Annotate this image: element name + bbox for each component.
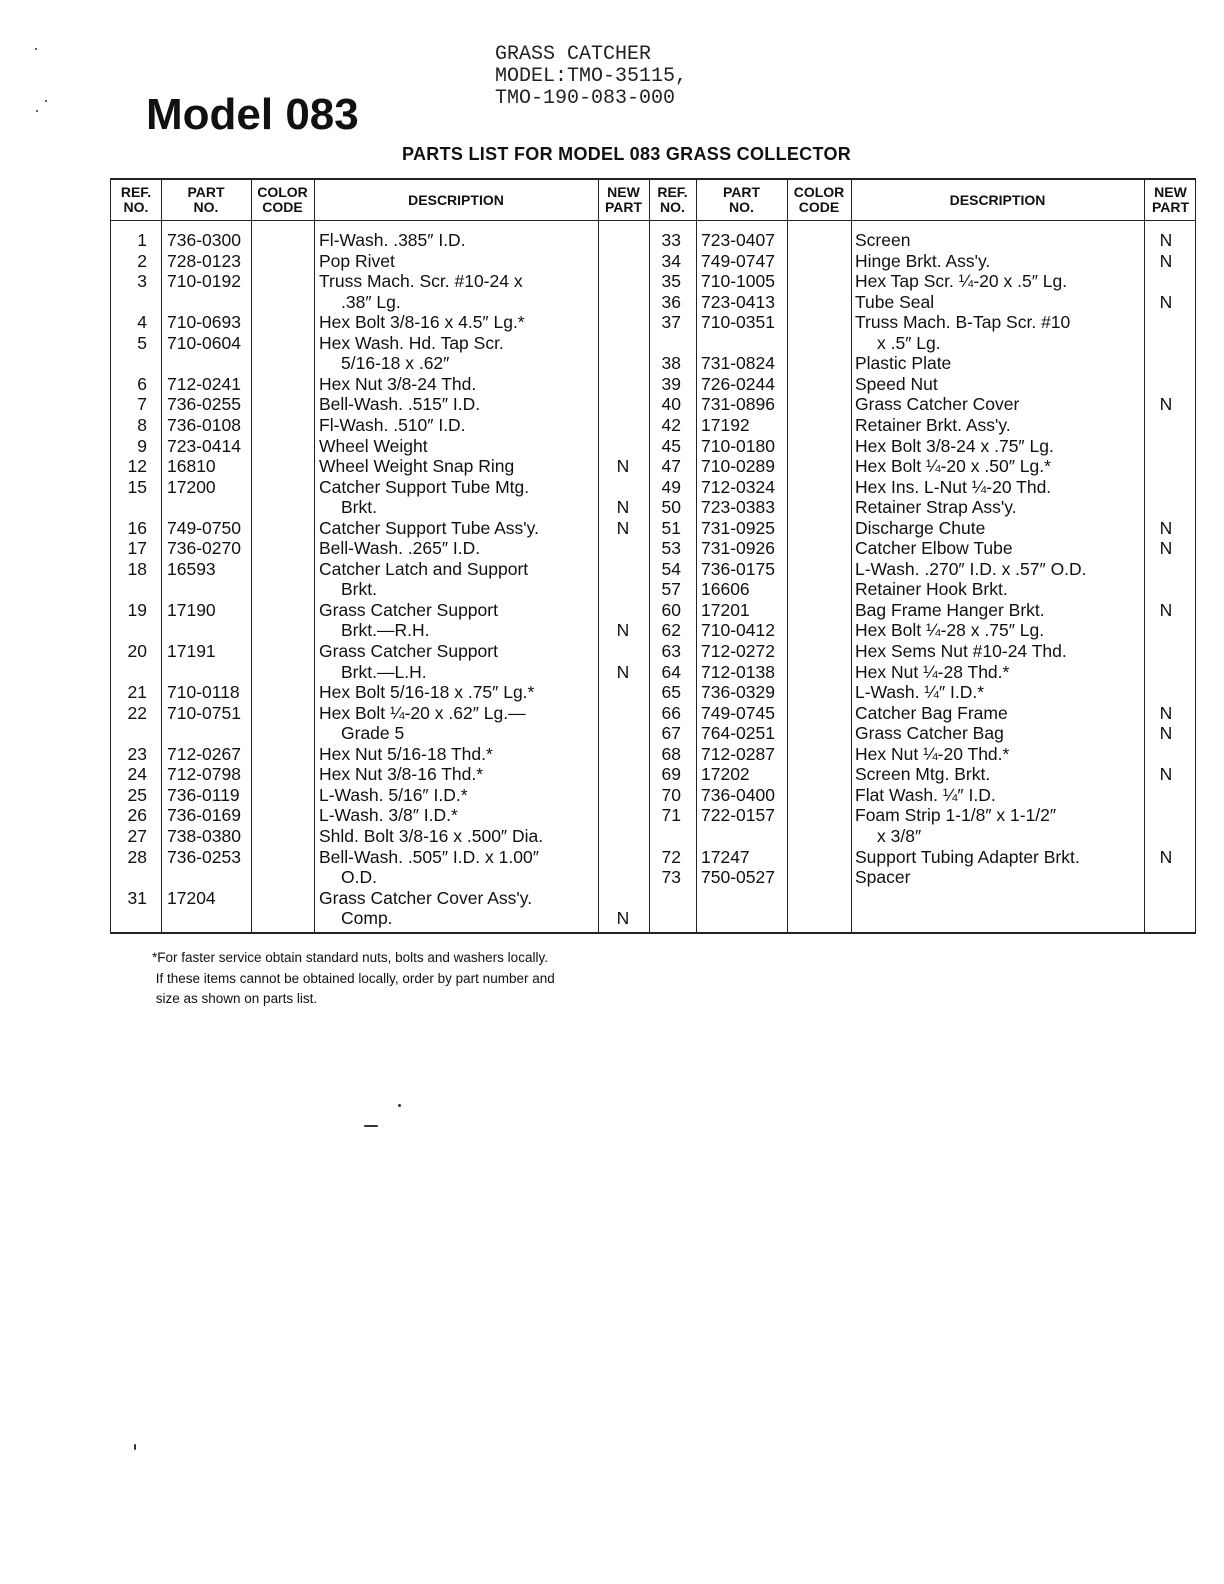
ref-no: 69 xyxy=(661,764,681,785)
part-no: 723-0414 xyxy=(167,435,241,456)
table-row xyxy=(111,436,1195,457)
ref-no: 2 xyxy=(137,250,147,271)
table-row xyxy=(111,394,1195,415)
description: Brkt.—L.H. xyxy=(341,661,427,682)
ref-no: 65 xyxy=(661,682,681,703)
ref-no: 15 xyxy=(127,476,147,497)
model-title: Model 083 xyxy=(146,90,359,139)
col-header-ref: REF. NO. xyxy=(657,184,688,215)
description: Hex Sems Nut #10-24 Thd. xyxy=(855,641,1067,661)
part-no: 712-0241 xyxy=(167,373,241,394)
part-no: 17202 xyxy=(701,764,750,785)
scan-speck xyxy=(134,1444,136,1450)
part-no: 723-0407 xyxy=(701,230,775,250)
part-no: 736-0108 xyxy=(167,414,241,435)
part-no: 749-0750 xyxy=(167,517,241,538)
header-line-1: GRASS CATCHER xyxy=(495,43,652,66)
new-part-flag: N xyxy=(1159,230,1173,250)
description: Grass Catcher Cover Ass'y. xyxy=(319,887,533,908)
part-no: 712-0798 xyxy=(167,764,241,785)
ref-no: 19 xyxy=(127,599,147,620)
description: 5/16-18 x .62″ xyxy=(341,353,450,374)
part-no: 723-0413 xyxy=(701,291,775,312)
new-part-flag: N xyxy=(1159,846,1173,867)
description: Shld. Bolt 3/8-16 x .500″ Dia. xyxy=(319,825,544,846)
part-no: 738-0380 xyxy=(167,825,241,846)
ref-no: 50 xyxy=(661,497,681,518)
description: Grade 5 xyxy=(341,723,405,744)
ref-no: 54 xyxy=(661,558,681,579)
description: Grass Catcher Bag xyxy=(855,723,1004,744)
part-no: 736-0300 xyxy=(167,230,241,250)
description: Catcher Support Tube Ass'y. xyxy=(319,517,539,538)
part-no: 17201 xyxy=(701,599,750,620)
col-header-ref: REF. NO. xyxy=(120,184,152,215)
ref-no: 26 xyxy=(127,805,147,826)
description: Hex Nut ¼-28 Thd.* xyxy=(855,661,1010,682)
header-line-2: MODEL:TMO-35115, xyxy=(495,65,688,88)
new-part-flag: N xyxy=(616,456,630,477)
part-no: 16606 xyxy=(701,579,750,600)
part-no: 736-0400 xyxy=(701,784,775,805)
col-header-color: COLOR CODE xyxy=(257,184,308,215)
description: .38″ Lg. xyxy=(341,291,401,312)
ref-no: 34 xyxy=(661,250,681,271)
ref-no: 57 xyxy=(661,579,681,600)
footnote xyxy=(152,948,555,1010)
description: L-Wash. .270″ I.D. x .57″ O.D. xyxy=(855,558,1087,579)
part-no: 749-0745 xyxy=(701,702,775,723)
part-no: 712-0138 xyxy=(701,661,775,682)
ref-no: 40 xyxy=(661,394,681,415)
table-row xyxy=(111,600,1195,621)
ref-no: 3 xyxy=(137,271,147,292)
table-row xyxy=(111,292,1195,313)
part-no: 712-0267 xyxy=(167,743,241,764)
footnote-line-1: *For faster service obtain standard nuts, bolts and washers locally. xyxy=(152,950,548,965)
description: Hex Bolt ¼-20 x .50″ Lg.* xyxy=(855,456,1051,477)
ref-no: 47 xyxy=(661,456,681,477)
new-part-flag: N xyxy=(1159,702,1173,723)
ref-no: 22 xyxy=(127,702,147,723)
table-row xyxy=(111,785,1195,806)
header-rule xyxy=(111,220,1195,221)
description: Fl-Wash. .510″ I.D. xyxy=(319,414,466,435)
part-no: 736-0253 xyxy=(167,846,241,867)
part-no: 736-0270 xyxy=(167,538,241,559)
new-part-flag: N xyxy=(1159,538,1173,559)
ref-no: 16 xyxy=(127,517,147,538)
description: Hex Nut 3/8-16 Thd.* xyxy=(319,764,484,785)
part-no: 17190 xyxy=(167,599,216,620)
table-row xyxy=(111,559,1195,580)
description: L-Wash. ¼″ I.D.* xyxy=(855,682,985,703)
table-row xyxy=(111,271,1195,292)
description: Truss Mach. Scr. #10-24 x xyxy=(319,271,523,292)
description: Foam Strip 1-1/8″ x 1-1/2″ xyxy=(855,805,1057,826)
scan-speck xyxy=(398,1104,401,1107)
ref-no: 68 xyxy=(661,743,681,764)
table-row xyxy=(111,723,1195,744)
table-row xyxy=(111,538,1195,559)
ref-no: 64 xyxy=(661,661,681,682)
table-row xyxy=(111,847,1195,868)
description: Hex Bolt ¼-28 x .75″ Lg. xyxy=(855,620,1045,641)
description: Catcher Bag Frame xyxy=(855,702,1008,723)
ref-no: 25 xyxy=(127,784,147,805)
table-row xyxy=(111,703,1195,724)
scan-speck xyxy=(35,48,37,50)
new-part-flag: N xyxy=(616,497,630,518)
description: Hinge Brkt. Ass'y. xyxy=(855,250,991,271)
description: Bell-Wash. .265″ I.D. xyxy=(319,538,481,559)
ref-no: 67 xyxy=(661,723,681,744)
new-part-flag: N xyxy=(1159,517,1173,538)
new-part-flag: N xyxy=(616,620,630,641)
new-part-flag: N xyxy=(1159,764,1173,785)
ref-no: 18 xyxy=(127,558,147,579)
col-header-part: PART NO. xyxy=(187,184,225,215)
header-typed-block xyxy=(495,44,687,110)
table-row xyxy=(111,620,1195,641)
part-no: 710-0180 xyxy=(701,435,775,456)
part-no: 736-0175 xyxy=(701,558,775,579)
description: Bell-Wash. .505″ I.D. x 1.00″ xyxy=(319,846,539,867)
description: Screen xyxy=(855,230,911,250)
ref-no: 71 xyxy=(661,805,681,826)
description: Bell-Wash. .515″ I.D. xyxy=(319,394,481,415)
new-part-flag: N xyxy=(1159,394,1173,415)
description: L-Wash. 3/8″ I.D.* xyxy=(319,805,458,826)
description: L-Wash. 5/16″ I.D.* xyxy=(319,784,468,805)
description: Brkt.—R.H. xyxy=(341,620,430,641)
table-row xyxy=(111,518,1195,539)
ref-no: 7 xyxy=(137,394,147,415)
scan-speck xyxy=(45,100,47,102)
description: Catcher Elbow Tube xyxy=(855,538,1013,559)
ref-no: 70 xyxy=(661,784,681,805)
ref-no: 35 xyxy=(661,271,681,292)
description: Grass Catcher Cover xyxy=(855,394,1020,415)
ref-no: 4 xyxy=(137,312,147,333)
ref-no: 33 xyxy=(661,230,681,250)
description: Retainer Strap Ass'y. xyxy=(855,497,1017,518)
table-row xyxy=(111,374,1195,395)
new-part-flag: N xyxy=(1159,599,1173,620)
table-row xyxy=(111,826,1195,847)
description: Wheel Weight Snap Ring xyxy=(319,456,515,477)
scan-speck xyxy=(364,1125,378,1127)
part-no: 17247 xyxy=(701,846,750,867)
description: Brkt. xyxy=(341,579,377,600)
part-no: 722-0157 xyxy=(701,805,775,826)
description: Screen Mtg. Brkt. xyxy=(855,764,991,785)
table-row xyxy=(111,456,1195,477)
part-no: 736-0329 xyxy=(701,682,775,703)
table-row xyxy=(111,579,1195,600)
description: Spacer xyxy=(855,867,911,888)
ref-no: 6 xyxy=(137,373,147,394)
ref-no: 28 xyxy=(127,846,147,867)
description: Brkt. xyxy=(341,497,377,518)
description: Plastic Plate xyxy=(855,353,952,374)
col-header-description: DESCRIPTION xyxy=(408,191,504,208)
header-line-3: TMO-190-083-000 xyxy=(495,87,676,110)
ref-no: 45 xyxy=(661,435,681,456)
col-header-color: COLOR CODE xyxy=(793,184,845,215)
part-no: 710-0289 xyxy=(701,456,775,477)
col-header-new: NEW PART xyxy=(1151,184,1190,215)
table-row xyxy=(111,415,1195,436)
table-row xyxy=(111,805,1195,826)
part-no: 750-0527 xyxy=(701,867,775,888)
part-no: 710-0412 xyxy=(701,620,775,641)
part-no: 710-0693 xyxy=(167,312,241,333)
part-no: 17191 xyxy=(167,641,216,661)
description: Hex Ins. L-Nut ¼-20 Thd. xyxy=(855,476,1052,497)
ref-no: 9 xyxy=(137,435,147,456)
table-row xyxy=(111,662,1195,683)
part-no: 710-0604 xyxy=(167,332,241,353)
description: Hex Bolt 3/8-16 x 4.5″ Lg.* xyxy=(319,312,525,333)
part-no: 726-0244 xyxy=(701,373,775,394)
ref-no: 60 xyxy=(661,599,681,620)
ref-no: 53 xyxy=(661,538,681,559)
ref-no: 42 xyxy=(661,414,681,435)
description: Hex Bolt 3/8-24 x .75″ Lg. xyxy=(855,435,1054,456)
new-part-flag: N xyxy=(1159,250,1173,271)
ref-no: 66 xyxy=(661,702,681,723)
description: O.D. xyxy=(341,867,377,888)
part-no: 712-0272 xyxy=(701,641,775,661)
parts-list-title: PARTS LIST FOR MODEL 083 GRASS COLLECTOR xyxy=(402,144,852,164)
description: Hex Bolt ¼-20 x .62″ Lg.— xyxy=(319,702,526,723)
ref-no: 49 xyxy=(661,476,681,497)
ref-no: 1 xyxy=(137,230,147,250)
table-row xyxy=(111,744,1195,765)
part-no: 764-0251 xyxy=(701,723,775,744)
ref-no: 31 xyxy=(127,887,147,908)
ref-no: 20 xyxy=(127,641,147,661)
footnote-line-3: size as shown on parts list. xyxy=(152,991,318,1006)
part-no: 736-0255 xyxy=(167,394,241,415)
part-no: 710-0192 xyxy=(167,271,241,292)
ref-no: 37 xyxy=(661,312,681,333)
part-no: 736-0119 xyxy=(167,784,240,805)
description: x 3/8″ xyxy=(877,825,922,846)
part-no: 710-0751 xyxy=(167,702,241,723)
part-no: 710-0351 xyxy=(701,312,775,333)
part-no: 710-1005 xyxy=(701,271,775,292)
description: Bag Frame Hanger Brkt. xyxy=(855,599,1045,620)
part-no: 710-0118 xyxy=(167,682,240,703)
col-header-new: NEW PART xyxy=(604,184,643,215)
description: Tube Seal xyxy=(855,291,935,312)
new-part-flag: N xyxy=(1159,291,1173,312)
ref-no: 21 xyxy=(127,682,147,703)
table-row xyxy=(111,764,1195,785)
part-no: 16810 xyxy=(167,456,216,477)
description: Retainer Hook Brkt. xyxy=(855,579,1008,600)
description: Discharge Chute xyxy=(855,517,986,538)
table-row xyxy=(111,497,1195,518)
description: x .5″ Lg. xyxy=(877,332,941,353)
part-no: 731-0926 xyxy=(701,538,775,559)
description: Hex Tap Scr. ¼-20 x .5″ Lg. xyxy=(855,271,1068,292)
part-no: 731-0824 xyxy=(701,353,775,374)
table-row xyxy=(111,908,1195,929)
ref-no: 36 xyxy=(661,291,681,312)
parts-table xyxy=(110,178,1196,934)
ref-no: 8 xyxy=(137,414,147,435)
col-header-description: DESCRIPTION xyxy=(949,191,1046,208)
part-no: 17204 xyxy=(167,887,216,908)
description: Retainer Brkt. Ass'y. xyxy=(855,414,1011,435)
description: Grass Catcher Support xyxy=(319,641,498,661)
ref-no: 24 xyxy=(127,764,147,785)
ref-no: 63 xyxy=(661,641,681,661)
footnote-line-2: If these items cannot be obtained locally, order by part number and xyxy=(152,970,555,986)
ref-no: 12 xyxy=(127,456,147,477)
ref-no: 38 xyxy=(661,353,681,374)
table-row xyxy=(111,312,1195,333)
description: Support Tubing Adapter Brkt. xyxy=(855,846,1080,867)
description: Hex Nut 3/8-24 Thd. xyxy=(319,373,477,394)
description: Fl-Wash. .385″ I.D. xyxy=(319,230,466,250)
table-row xyxy=(111,477,1195,498)
description: Hex Nut ¼-20 Thd.* xyxy=(855,743,1010,764)
new-part-flag: N xyxy=(1159,723,1173,744)
description: Hex Wash. Hd. Tap Scr. xyxy=(319,332,504,353)
part-no: 723-0383 xyxy=(701,497,775,518)
part-no: 749-0747 xyxy=(701,250,775,271)
scan-speck xyxy=(36,110,38,112)
description: Hex Nut 5/16-18 Thd.* xyxy=(319,743,493,764)
description: Catcher Latch and Support xyxy=(319,558,529,579)
table-row xyxy=(111,251,1195,272)
ref-no: 27 xyxy=(127,825,147,846)
description: Grass Catcher Support xyxy=(319,599,498,620)
part-no: 712-0324 xyxy=(701,476,775,497)
description: Pop Rivet xyxy=(319,250,395,271)
table-row xyxy=(111,641,1195,662)
table-row xyxy=(111,682,1195,703)
table-row xyxy=(111,353,1195,374)
part-no: 731-0925 xyxy=(701,517,775,538)
ref-no: 5 xyxy=(137,332,147,353)
ref-no: 23 xyxy=(127,743,147,764)
part-no: 16593 xyxy=(167,558,216,579)
description: Speed Nut xyxy=(855,373,938,394)
description: Hex Bolt 5/16-18 x .75″ Lg.* xyxy=(319,682,535,703)
col-header-part: PART NO. xyxy=(722,184,761,215)
part-no: 17192 xyxy=(701,414,750,435)
part-no: 736-0169 xyxy=(167,805,241,826)
ref-no: 17 xyxy=(127,538,147,559)
ref-no: 51 xyxy=(661,517,681,538)
part-no: 712-0287 xyxy=(701,743,775,764)
part-no: 17200 xyxy=(167,476,216,497)
ref-no: 39 xyxy=(661,373,681,394)
table-row xyxy=(111,230,1195,251)
table-row xyxy=(111,888,1195,909)
ref-no: 62 xyxy=(661,620,681,641)
new-part-flag: N xyxy=(616,908,630,929)
description: Flat Wash. ¼″ I.D. xyxy=(855,784,996,805)
ref-no: 73 xyxy=(661,867,681,888)
ref-no: 72 xyxy=(661,846,681,867)
description: Truss Mach. B-Tap Scr. #10 xyxy=(855,312,1071,333)
new-part-flag: N xyxy=(616,661,630,682)
part-no: 731-0896 xyxy=(701,394,775,415)
description: Wheel Weight xyxy=(319,435,428,456)
table-row xyxy=(111,867,1195,888)
new-part-flag: N xyxy=(616,517,630,538)
description: Comp. xyxy=(341,908,393,929)
table-row xyxy=(111,333,1195,354)
description: Catcher Support Tube Mtg. xyxy=(319,476,530,497)
part-no: 728-0123 xyxy=(167,250,241,271)
